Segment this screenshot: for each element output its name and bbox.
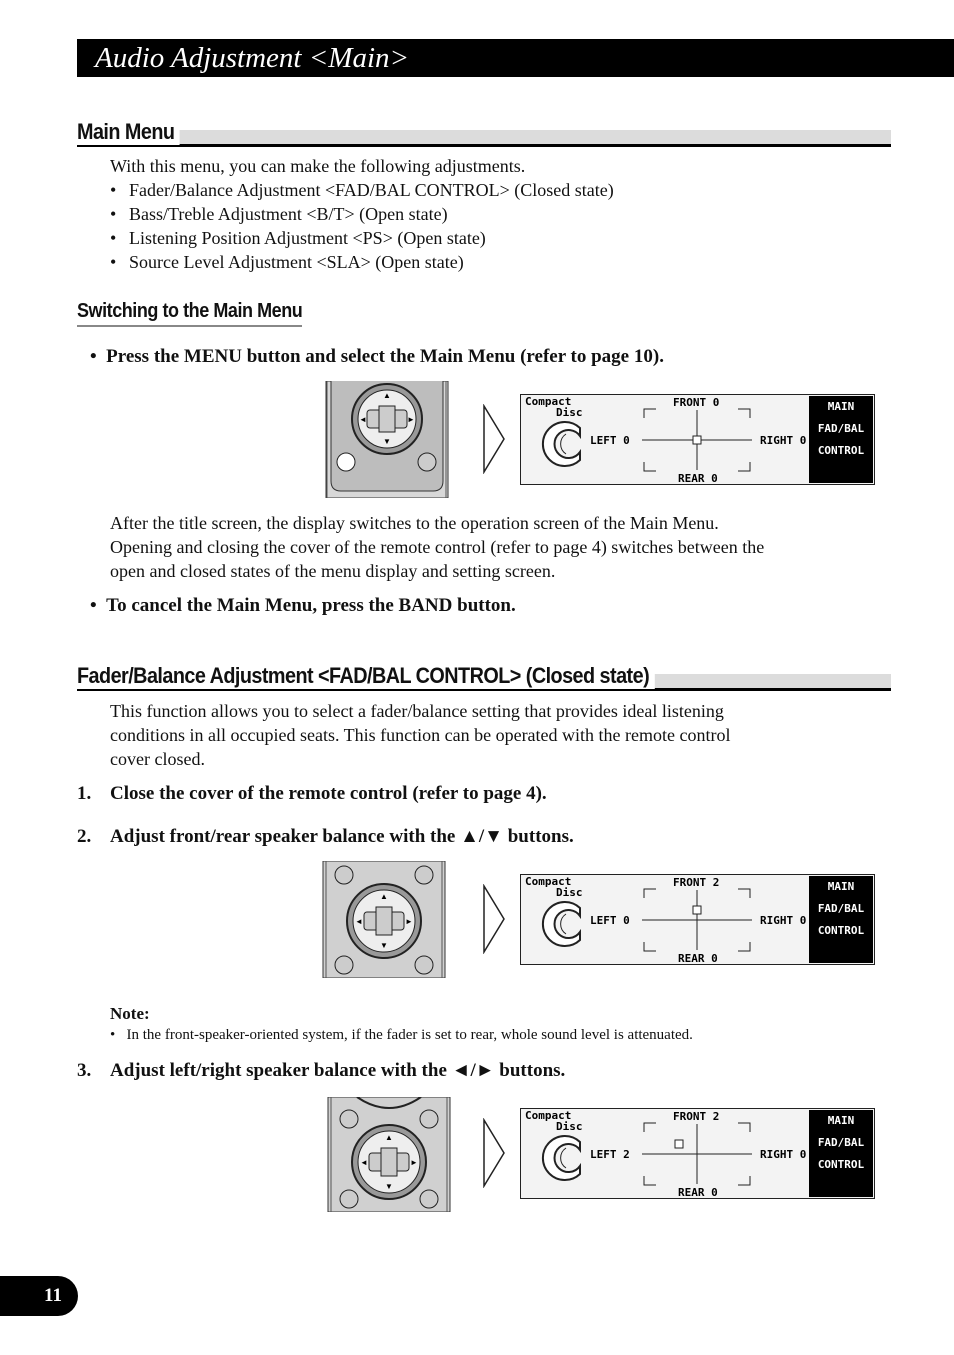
arrow-icon	[482, 1118, 506, 1193]
lcd-menu-control: CONTROL	[817, 444, 865, 457]
lcd-right: RIGHT 0	[760, 914, 807, 927]
step-press-menu: • Press the MENU button and select the Main Menu (refer to page 10).	[90, 346, 664, 367]
lcd-rear: REAR 0	[678, 1186, 718, 1199]
cancel-instruction: • To cancel the Main Menu, press the BAND button.	[90, 595, 516, 616]
svg-text:▲: ▲	[385, 1133, 393, 1142]
svg-text:▼: ▼	[383, 437, 391, 446]
lcd-right: RIGHT 0	[760, 1148, 807, 1161]
lcd-source-line2: Disc	[556, 886, 583, 899]
arrow-icon	[482, 404, 506, 479]
lcd-front: FRONT 2	[673, 1110, 720, 1123]
lcd-menu-main: MAIN	[827, 1114, 855, 1127]
switching-paragraph: After the title screen, the display switches to the operation screen of the Main Menu. Opening and closing the cover of the remote control (refer to page 4) switches between the open and closed states of the menu display and setting screen.	[110, 513, 765, 581]
lcd-menu-fadbal: FAD/BAL	[817, 422, 865, 435]
step-2: 2. Adjust front/rear speaker balance with the ▲/▼ buttons.	[77, 826, 574, 847]
section-heading-fader: Fader/Balance Adjustment <FAD/BAL CONTROL> (Closed state)	[77, 668, 891, 691]
svg-text:◄: ◄	[360, 1158, 368, 1167]
svg-text:▲: ▲	[383, 391, 391, 400]
lcd-source-line2: Disc	[556, 1120, 583, 1133]
lcd-display-3	[520, 1108, 875, 1199]
lcd-menu-control: CONTROL	[817, 924, 865, 937]
lcd-source-line1: Compact	[525, 1109, 572, 1122]
section-heading-main-menu: Main Menu	[77, 124, 891, 147]
remote-control-closed-illustration	[322, 861, 446, 978]
lcd-menu-fadbal: FAD/BAL	[817, 902, 865, 915]
lcd-display-2	[520, 874, 875, 965]
note-text: • In the front-speaker-oriented system, if the fader is set to rear, whole sound level is attenuated.	[110, 1027, 693, 1043]
lcd-menu-main: MAIN	[827, 880, 855, 893]
fader-paragraph: This function allows you to select a fader/balance setting that provides ideal listening conditions in all occupied seats. This function can be operated with the remote control cover closed.	[110, 701, 731, 769]
svg-text:►: ►	[407, 415, 415, 424]
main-menu-intro: With this menu, you can make the following adjustments.	[110, 156, 526, 176]
svg-text:▼: ▼	[385, 1182, 393, 1191]
svg-text:◄: ◄	[359, 415, 367, 424]
lcd-left: LEFT 2	[590, 1148, 630, 1161]
svg-text:►: ►	[405, 917, 413, 926]
page-number: 11	[44, 1285, 62, 1306]
lcd-menu-main: MAIN	[827, 400, 855, 413]
svg-text:◄: ◄	[355, 917, 363, 926]
lcd-rear: REAR 0	[678, 472, 718, 485]
page-number-tab	[0, 1276, 78, 1316]
step-3: 3. Adjust left/right speaker balance with the ◄/► buttons.	[77, 1060, 566, 1081]
lcd-source-line2: Disc	[556, 406, 583, 419]
lcd-rear: REAR 0	[678, 952, 718, 965]
lcd-front: FRONT 0	[673, 396, 720, 409]
lcd-source-line1: Compact	[525, 395, 572, 408]
page-title-bar	[77, 39, 954, 77]
note-heading: Note:	[110, 1004, 150, 1023]
list-item: • Listening Position Adjustment <PS> (Open state)	[110, 226, 614, 250]
remote-control-closed-illustration	[327, 1097, 451, 1212]
lcd-left: LEFT 0	[590, 914, 630, 927]
list-item: • Fader/Balance Adjustment <FAD/BAL CONTROL> (Closed state)	[110, 178, 614, 202]
lcd-display-1	[520, 394, 875, 485]
svg-text:▲: ▲	[380, 892, 388, 901]
step-1: 1. Close the cover of the remote control (refer to page 4).	[77, 783, 547, 804]
list-item: • Source Level Adjustment <SLA> (Open state)	[110, 250, 614, 274]
svg-text:►: ►	[410, 1158, 418, 1167]
lcd-source-line1: Compact	[525, 875, 572, 888]
main-menu-content	[110, 154, 614, 274]
lcd-left: LEFT 0	[590, 434, 630, 447]
page-title: Audio Adjustment <Main>	[95, 42, 410, 74]
subheading-switching: Switching to the Main Menu	[77, 300, 302, 327]
lcd-menu-fadbal: FAD/BAL	[817, 1136, 865, 1149]
remote-control-illustration	[325, 381, 449, 498]
lcd-menu-control: CONTROL	[817, 1158, 865, 1171]
list-item: • Bass/Treble Adjustment <B/T> (Open state)	[110, 202, 614, 226]
arrow-icon	[482, 884, 506, 959]
svg-text:▼: ▼	[380, 941, 388, 950]
lcd-front: FRONT 2	[673, 876, 720, 889]
lcd-right: RIGHT 0	[760, 434, 807, 447]
